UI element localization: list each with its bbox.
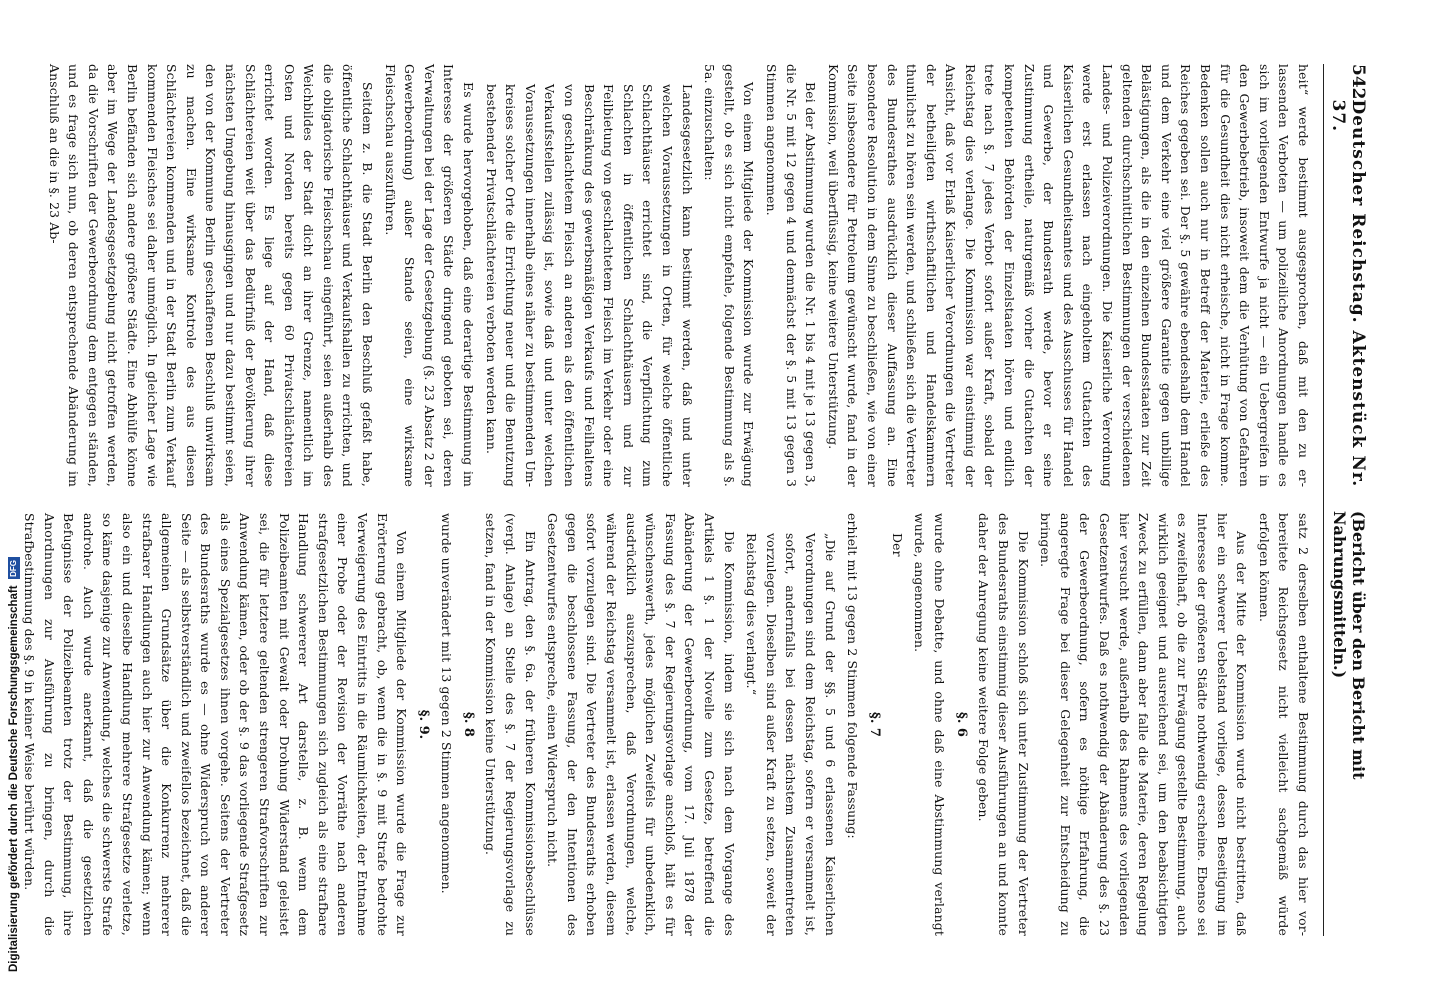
right-column bbox=[16, 513, 1313, 936]
page-header bbox=[1323, 64, 1368, 936]
paragraph: Von einem Mitgliede der Kommission wurde zur Erwägung gestellt, ob es sich nicht empfehle, folgende Bestimmung als §. 5a. einzuschalten: bbox=[702, 64, 757, 487]
paragraph: heit“ werde bestimmt ausgesprochen, daß mit den zu erlassenden Verboten — um polizeiliche Anordnungen handle es sich im vorliegenden Entwurfe ja nicht — ein Uebergreifen in den Gewerbebetrieb, insoweit dem die Verhütung von Gefahren für die Gesundheit dies nicht erheische, nicht in Frage komme. Bedenken sollen auch nur in Betreff der Materie, erließe des Reiches gegeben sei. Der §. 5 gewähre ebendeshalb dem Handel und dem Verkehr eine viel größere Garantie gegen unbillige Belästigungen, als die in den einzelnen Bundesstaaten zur Zeit geltenden durchschnittlichen Bestimmungen der verschiedenen Landes- und Polizeiverordnungen. Die Kaiserliche Verordnung werde erst erlassen nach eingeholtem Gutachten des Kaiserlichen Gesundheitsamtes und des Ausschusses für Handel und Gewerbe, der Bundesrath werde, bevor er seine Zustimmung ertheile, naturgemäß vorher die Gutachten der kompetenten Behörden der Einzelstaaten hören und endlich trete nach §. 7 jedes Verbot sofort außer Kraft, sobald der Reichstag dies verlange. Die Kommission war einstimmig der Ansicht, daß vor Erlaß Kaiserlicher Verordnungen die Vertreter der betheiligten wirthschaftlichen und Handelskammern thunlichst zu hören sein werden, und schließen sich die Vertreter des Bundesrathes ausdrücklich dieser Auffassung an. Eine besondere Resolution in dem Sinne zu beschließen, wie von einer Seite insbesondere für Petroleum gewünscht wurde, fand in der Kommission, weil überflüssig, keine weitere Unterstützung. bbox=[825, 64, 1311, 487]
paragraph: Aus der Mitte der Kommission wurde nicht bestritten, daß hier ein schwerer Uebelstand vorliege, dessen Beseitigung im Interesse der größeren Städte nothwendig erscheine. Ebenso sei es zweifelhaft, ob die zur Erwägung gestellte Bestimmung, auch wirklich geeignet und ausreichend sei, um den beabsichtigten Zweck zu erfüllen, dann aber falle die Materie, deren Regelung hier versucht werde, außerhalb des Rahmens des vorliegenden Gesetzentwurfes. Daß es nothwendig der Abänderung des §. 23 der Gewerbeordnung, sofern es nöthige Erfahrung, die angeregte Frage bei dieser Gelegenheit zur Entscheidung zu bringen. bbox=[1038, 513, 1250, 936]
paragraph: Von einem Mitgliede der Kommission wurde die Frage zur Erörterung gebracht, ob, wenn die in §. 9 mit Strafe bedrohte Verweigerung des Eintritts in die Räumlichkeiten, der Entnahme einer Probe oder der Revision der Vorräthe nach anderen strafgesetzlichen Bestimmungen sich zugleich als eine strafbare Handlung schwererer Art darstelle, z. B. wenn dem Polizeibeamten mit Gewalt oder Drohung Widerstand geleistet sei, die für letztere geltenden strengeren Strafvorschriften zur Anwendung kämen, oder ob der §. 9 das vorliegende Strafgesetz als eines Spezialgesetzes ihnen vorgehe. Seitens der Vertreter des Bundesraths wurde es — ohne Widerspruch von anderer Seite — als selbstverständlich und zweifellos bezeichnet, daß die allgemeinen Grundsätze über die Konkurrenz mehrerer strafbarer Handlungen auch hier zur Anwendung kämen; wenn also ein und dieselbe Handlung mehrere Strafgesetze verletze, so käme dasjenige zur Anwendung, welches die schwerste Strafe androhe. Auch wurde anerkannt, daß die gesetzlichen Befugnisse der Polizeibeamten trotz der Bestimmung, ihre Anordnungen zur Ausführung zu bringen, durch die Strafbestimmung des §. 9 in keiner Weise berührt würden. bbox=[21, 513, 410, 936]
section-heading: §. 7 bbox=[867, 712, 883, 737]
paragraph: erhielt mit 13 gegen 2 Stimmen folgende Fassung: bbox=[845, 513, 861, 839]
dfg-logo-icon: DFG bbox=[8, 557, 20, 579]
paragraph: Der bbox=[889, 533, 905, 557]
paragraph: Die Kommission, indem sie sich nach dem Vorgange des Artikels 1 §. 1 der Novelle zum Gesetze, betreffend die Abänderung der Gewerbeordnung, vom 17. Juli 1878 der Fassung des §. 7 der Regierungsvorlage anschloß, hält es für wünschenswerth, jedes möglichen Zweifels für unbedenklich, ausdrücklich auszusprechen, daß Verordnungen, welche, während der Reichstag versammelt ist, erlassen werden, diesem sofort vorzulegen sind. Die Vertreter des Bundesraths erhoben gegen die beschlossene Fassung, der den Intentionen des Gesetzentwurfes entspreche, einen Widerspruch nicht. bbox=[545, 513, 737, 936]
paragraph: wurde ohne Debatte, und ohne daß eine Abstimmung verlangt wurde, angenommen. bbox=[912, 513, 947, 936]
paragraph: wurde unverändert mit 13 gegen 2 Stimmen angenommen. bbox=[438, 513, 454, 894]
paragraph: Es wurde hervorgehoben, daß eine derartige Bestimmung im Interesse der größeren Städte dringend geboten sei, deren Verwaltungen bei der Lage der Gesetzgebung (§. 23 Absatz 2 der Gewerbeordnung) außer Stande seien, eine wirksame Fleischschau auszuführen. bbox=[382, 64, 477, 487]
section-heading: §. 9. bbox=[416, 709, 432, 740]
paragraph: Die Kommission schloß sich unter Zustimmung der Vertreter des Bundesraths einstimmig dieser Ausführungen an und konnte daher der Anregung keine weitere Folge geben. bbox=[976, 513, 1031, 936]
paragraph: satz 2 derselben enthaltene Bestimmung durch das hier vorbereitete Reichsgesetz nicht vielleicht sachgemäß würde erfolgen können. bbox=[1256, 513, 1311, 936]
section-heading: §. 6 bbox=[953, 712, 969, 737]
paragraph: Seitdem z. B. die Stadt Berlin den Beschluß gefaßt habe, öffentliche Schlachthäuser und Verkaufshallen zu errichten, und die obligatorische Fleischschau eingeführt, seien außerhalb des Weichbildes der Stadt dicht an ihrer Grenze, namentlich im Osten und Norden bereits gegen 60 Privatschlächtereien errichtet worden. Es liege auf der Hand, daß diese Schlächtereien weit über das Bedürfniß der Bevölkerung ihrer nächsten Umgebung hinausgingen und nur dazu bestimmt seien, den von der Kommune Berlin geschaffenen Beschluß unwirksam zu machen. Eine wirksame Kontrole des aus diesen Schlächtereien kommenden und in der Stadt Berlin zum Verkauf kommenden Fleisches sei daher unmöglich. In gleicher Lage wie Berlin befänden sich andere größere Städte. Eine Abhülfe könne aber im Wege der Landesgesetzgebung nicht getroffen werden, da die Vorschriften der Gewerbeordnung dem entgegen ständen, und es frage sich nun, ob deren entsprechende Abänderung im Anschluß an die in §. 23 Ab- bbox=[46, 64, 376, 487]
section-heading: §. 8 bbox=[460, 712, 476, 737]
running-subtitle: (Bericht über den Bericht mit Nahrungsmitteln.) bbox=[1330, 510, 1368, 780]
paragraph: Landesgesetzlich kann bestimmt werden, daß und unter welchen Voraussetzungen in Orten, für welche öffentliche Schlachthäuser errichtet sind, die Verpflichtung zum Schlachten in öffentlichen Schlachthäusern und zur Feilbietung von geschlachtetem Fleisch im Verkehr oder eine Beschränkung des gewerbsmäßigen Verkaufs und Feilhaltens von geschlachtetem Fleisch an anderen als den öffentlichen Verkaufsstellen zulässig ist, sowie daß und unter welchen Voraussetzungen innerhalb eines näher zu bestimmenden Umkreises solcher Orte die Errichtung neuer und die Benutzung bestehender Privatschlächtereien verboten werden kann. bbox=[483, 84, 695, 487]
paragraph: Ein Antrag, den §. 6a. der früheren Kommissionsbeschlüsse (vergl. Anlage) an Stelle des §. 7 der Regierungsvorlage zu setzen, fand in der Kommission keine Unterstützung. bbox=[483, 513, 538, 936]
funding-credit-text: Digitalisierung gefördert durch die Deutsche Forschungsgemeinschaft bbox=[7, 585, 20, 972]
scanned-page bbox=[21, 30, 1376, 970]
running-title: Deutscher Reichstag. Aktenstück Nr. 37. bbox=[1328, 99, 1368, 488]
paragraph: Bei der Abstimmung wurden die Nr. 1 bis 4 mit je 13 gegen 3, die Nr. 5 mit 12 gegen 4 und demnächst der §. 5 mit 13 gegen 3 Stimmen angenommen. bbox=[763, 64, 819, 487]
left-column bbox=[16, 64, 1313, 487]
paragraph: „Die auf Grund der §§. 5 und 6 erlassenen Kaiserlichen Verordnungen sind dem Reichstag, sofern er versammelt ist, sofort, andernfalls bei dessen nächstem Zusammentreten vorzulegen. Dieselben sind außer Kraft zu setzen, soweit der Reichstag dies verlangt.“ bbox=[744, 533, 838, 936]
text-columns bbox=[16, 64, 1313, 936]
page-number: 542 bbox=[1348, 64, 1368, 100]
